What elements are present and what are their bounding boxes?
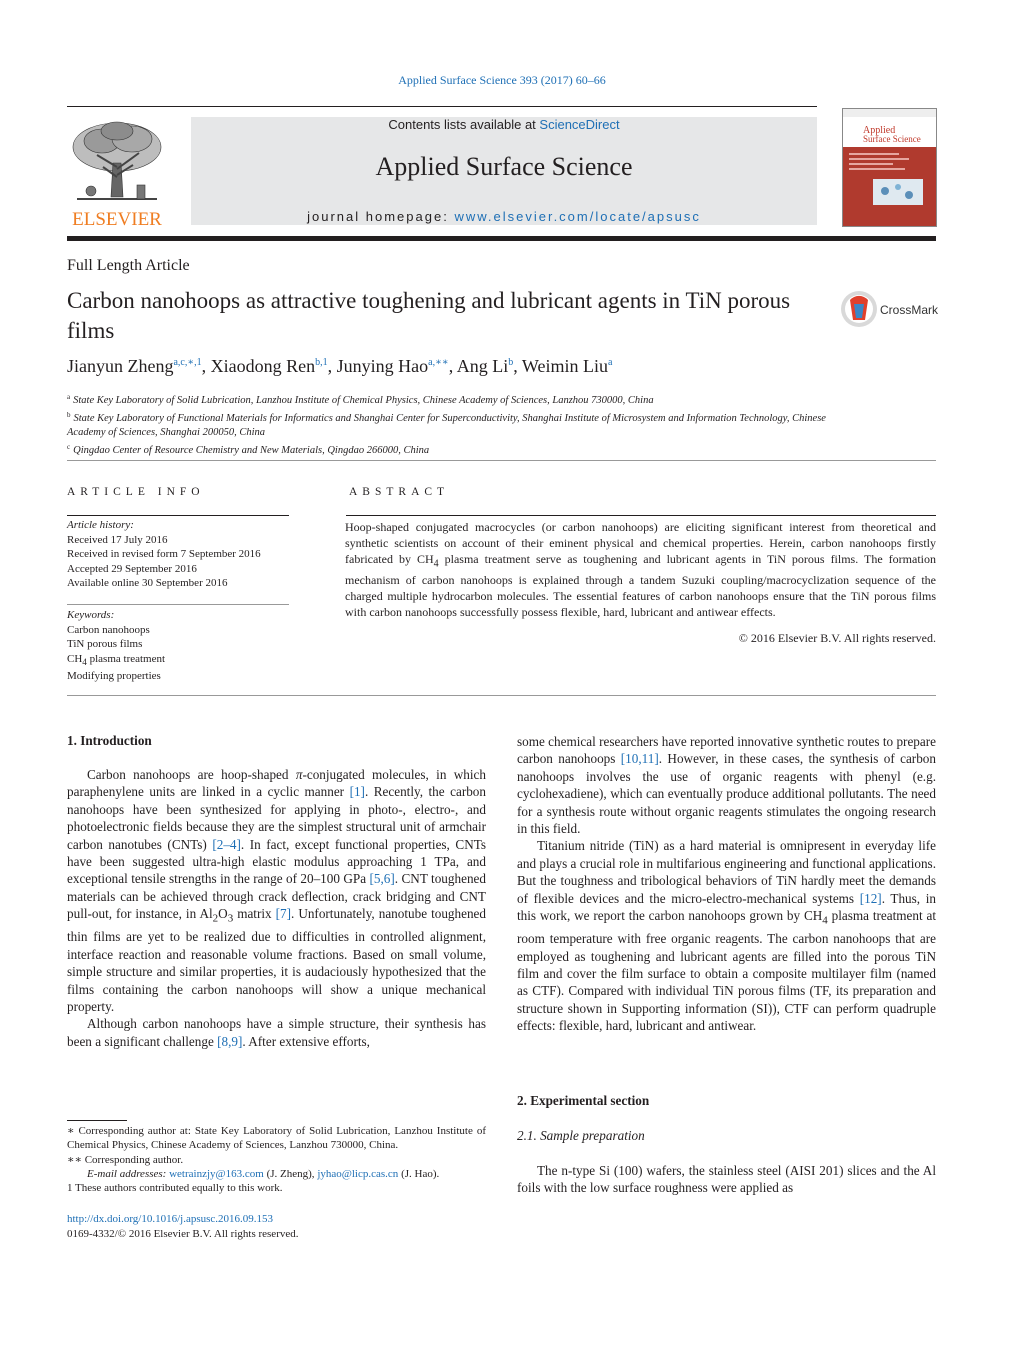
abstract-copyright: © 2016 Elsevier B.V. All rights reserved. (738, 631, 936, 645)
abstract-part: plasma treatment serve as toughening and lubricant agents in TiN porous films. The formation mechanism of carbon nanohoops is explained through a tandem Suzuki coupling/macrocyclization sequence of the charged multiple hydrocarbon molecules. The essential features of carbon nanohoops ensure that the TiN porous films with carbon nanohoops successfully possess flexible, hard, lubricant and antiwear effects. (345, 552, 936, 620)
text-run: . CNT toughened materials can be achieved through crack deflection, crack bridging and CNT pull-out, for instance, in Al (67, 871, 486, 922)
paragraph (67, 1015, 486, 1050)
elsevier-logo (67, 117, 167, 229)
homepage-prefix: journal homepage: (307, 209, 455, 224)
history-label: Article history: (67, 519, 134, 531)
abstract-text (345, 519, 936, 620)
section-rule (67, 695, 936, 696)
author-marks[interactable]: b (508, 357, 514, 368)
affiliation-text: State Key Laboratory of Functional Materials for Informatics and Shanghai Center for Superconductivity, Shanghai Institute of Microsystem and Information Technology, Chinese Academy of Sciences, Shanghai 200050, China (67, 413, 826, 438)
homepage-link[interactable]: www.elsevier.com/locate/apsusc (454, 209, 701, 224)
paragraph (517, 733, 936, 837)
affiliation-mark: b (67, 411, 71, 419)
doi-link[interactable]: http://dx.doi.org/10.1016/j.apsusc.2016.09.153 (67, 1213, 274, 1225)
keywords-label: Keywords: (67, 609, 115, 621)
reference-link[interactable]: [1] (349, 784, 365, 800)
body-column-right (517, 733, 936, 1035)
reference-link[interactable]: [12] (859, 890, 882, 906)
affiliation-text: State Key Laboratory of Solid Lubrication, Lanzhou Institute of Chemical Physics, Chinese Academy of Sciences, Lanzhou 730000, China (73, 395, 654, 406)
author-marks[interactable]: a (607, 357, 613, 368)
email-link[interactable]: jyhao@licp.cas.cn (317, 1167, 399, 1180)
subscript: 3 (227, 912, 234, 925)
author-list (67, 356, 612, 377)
issn-line: 0169-4332/© 2016 Elsevier B.V. All rights reserved. (67, 1227, 299, 1240)
crossmark-badge[interactable] (840, 290, 940, 330)
history-item: Available online 30 September 2016 (67, 577, 228, 589)
author-marks[interactable]: a,c,∗,1 (173, 357, 202, 368)
text-run: . In fact, except functional properties, CNTs have been suggested ultra-high elastic modulus approaching 1 TPa, and exceptional tensile strengths in the range of 20–100 GPa (67, 836, 486, 887)
reference-link[interactable]: [2–4] (212, 836, 241, 852)
author-name: Xiaodong Ren (210, 356, 316, 376)
article-history (67, 518, 297, 591)
author-separator: , (513, 356, 522, 376)
svg-text:CrossMark: CrossMark (880, 303, 939, 317)
reference-link[interactable]: [8,9] (217, 1033, 243, 1049)
text-run: some chemical researchers have reported innovative synthetic routes to prepare carbon nanohoops (517, 734, 936, 767)
subsection-heading: 2.1. Sample preparation (517, 1128, 645, 1143)
abstract-subscript: 4 (433, 558, 439, 570)
keywords (67, 608, 297, 684)
homepage-line (191, 209, 817, 224)
reference-link[interactable]: [5,6] (369, 871, 395, 887)
abstract-rule (346, 515, 936, 516)
history-item: Received in revised form 7 September 2016 (67, 548, 261, 560)
header-thick-rule (67, 236, 936, 241)
journal-cover[interactable] (842, 108, 937, 227)
author-separator: , (448, 356, 457, 376)
doi-block (67, 1212, 299, 1241)
svg-text:Applied: Applied (863, 125, 896, 136)
text-run: Although carbon nanohoops have a simple structure, their synthesis has been a significant challenge (67, 1016, 486, 1049)
author-name: Junying Hao (336, 356, 429, 376)
author-separator: , (201, 356, 211, 376)
keyword-text: plasma treatment (86, 652, 166, 665)
email-owner: (J. Zheng), (263, 1167, 318, 1180)
email-link[interactable]: wetrainzjy@163.com (169, 1167, 264, 1180)
contents-line (191, 117, 817, 132)
text-run: . Unfortunately, nanotube toughened thin films are yet to be realized due to difficulties in controlled alignment, interface reaction and reasonable volume fractions. Based on small volume, simple structure and similar properties, it is audaciously hypothesized that the films containing the carbon nanohoops will show a unique mechanical property. (67, 906, 486, 1014)
body-column-right-bottom (517, 1162, 936, 1197)
footnote (67, 1167, 486, 1181)
author-name: Jianyun Zheng (67, 356, 174, 376)
text-run: . Thus, in this work, we report the carbon nanohoops grown by CH (517, 890, 936, 924)
email-owner: (J. Hao). (398, 1167, 440, 1180)
section-heading-introduction: 1. Introduction (67, 733, 152, 748)
info-rule (67, 515, 289, 516)
paragraph: The n-type Si (100) wafers, the stainless steel (AISI 201) slices and the Al foils with the low surface roughness were applied as (517, 1163, 936, 1196)
affiliations (67, 390, 827, 458)
keywords-rule (67, 604, 289, 605)
text-run: matrix (233, 906, 276, 922)
journal-cover-image (843, 109, 936, 226)
text-run: . Recently, the carbon nanohoops have been synthesized for applying in photo-, electro-, and photoelectronic fields because they are the simplest structural unit of armchair carbon nanotubes (CNTs) (67, 784, 486, 852)
author-separator: , (327, 356, 337, 376)
sciencedirect-link[interactable]: ScienceDirect (539, 117, 620, 132)
keyword-item: Carbon nanohoops (67, 623, 150, 636)
text-run: O (218, 906, 228, 922)
abstract-part: Hoop-shaped conjugated macrocycles (or carbon nanohoops) are eliciting significant interest from theoretical and synthetic scientists on account of their eminent physical and chemical properties. Herein, carbon nanohoops firstly fabricated by CH (345, 520, 936, 566)
article-type: Full Length Article (67, 257, 190, 274)
abstract-heading: ABSTRACT (349, 486, 450, 498)
affiliation-mark: c (67, 443, 71, 451)
footnote: ∗ Corresponding author at: State Key Laboratory of Solid Lubrication, Lanzhou Institute of Chemical Physics, Chinese Academy of Sciences, Lanzhou 730000, China. (67, 1125, 486, 1152)
paragraph (517, 837, 936, 1034)
text-run: Titanium nitride (TiN) as a hard material is omnipresent in everyday life and plays a crucial role in multifarious engineering and functional applications. But the toughness and tribological behaviors of TiN hardly meet the demands of flexible devices and the micro-electro-mechanical systems (517, 838, 936, 906)
author-marks[interactable]: b,1 (315, 357, 328, 368)
reference-link[interactable]: [7] (275, 906, 292, 922)
body-column-left (67, 766, 486, 1050)
text-run: Carbon nanohoops are hoop-shaped (87, 767, 296, 782)
keyword-subscript: 4 (82, 656, 87, 667)
history-item: Accepted 29 September 2016 (67, 562, 197, 575)
keyword-item: Modifying properties (67, 670, 161, 683)
text-run: -conjugated molecules, in which paraphenylene units are linked in a cyclic manner (67, 767, 486, 800)
text-run: . However, in these cases, the synthesis of carbon nanohoops involves the use of organic reagents with phenyl (e.g. cyclohexadiene), which can eventually produce additional pollutants. The need for a synthesis route without organic reagents stimulates the ongoing research in this field. (517, 751, 936, 837)
elsevier-tree-icon (67, 117, 167, 229)
section-rule (67, 460, 936, 461)
section-heading-experimental: 2. Experimental section (517, 1093, 650, 1108)
history-item: Received 17 July 2016 (67, 533, 168, 546)
contents-prefix: Contents lists available at (388, 117, 540, 132)
text-run: plasma treatment at room temperature with free organic reagents. The carbon nanohoops that are employed as toughening and lubricant agents are filled into the porous TiN film and cover the film surface to obtain a composite multilayer film (named as CTF). Compared with individual TiN porous films (TF, its preparation and structure shown in Supporting information (SI)), CTF can perform quadruple effects: flexible, hard, lubricant and antiwear. (517, 908, 937, 1034)
footnote: 1 These authors contributed equally to this work. (67, 1182, 283, 1195)
keyword-item: TiN porous films (67, 638, 143, 650)
author-name: Weimin Liu (521, 356, 608, 376)
author-marks[interactable]: a,∗∗ (428, 357, 449, 368)
subscript: 2 (212, 912, 219, 925)
author-name: Ang Li (456, 356, 509, 376)
text-run: π (295, 767, 303, 782)
crossmark-icon (840, 290, 940, 330)
journal-citation[interactable]: Applied Surface Science 393 (2017) 60–66 (398, 73, 606, 87)
article-title: Carbon nanohoops as attractive toughening and lubricant agents in TiN porous films (67, 288, 791, 343)
affiliation-text: Qingdao Center of Resource Chemistry and New Materials, Qingdao 266000, China (73, 445, 430, 456)
journal-name: Applied Surface Science (375, 152, 633, 181)
text-run: . After extensive efforts, (242, 1033, 370, 1049)
paragraph (67, 766, 486, 1015)
affiliation-mark: a (67, 393, 71, 401)
footnotes (67, 1124, 486, 1195)
email-label: E-mail addresses: (87, 1167, 170, 1180)
keyword-item (67, 652, 297, 670)
header-rule (67, 106, 817, 107)
affiliation-item (67, 408, 827, 440)
subscript: 4 (822, 914, 828, 927)
keyword-text: CH (67, 652, 83, 665)
svg-text:Surface Science: Surface Science (863, 134, 921, 144)
svg-text:ELSEVIER: ELSEVIER (72, 209, 162, 229)
affiliation-item (67, 440, 827, 458)
affiliation-item (67, 390, 827, 408)
footnote-rule (67, 1120, 127, 1121)
footnote: ∗∗ Corresponding author. (67, 1153, 184, 1166)
reference-link[interactable]: [10,11] (620, 751, 659, 767)
article-info-heading: ARTICLE INFO (67, 486, 205, 498)
